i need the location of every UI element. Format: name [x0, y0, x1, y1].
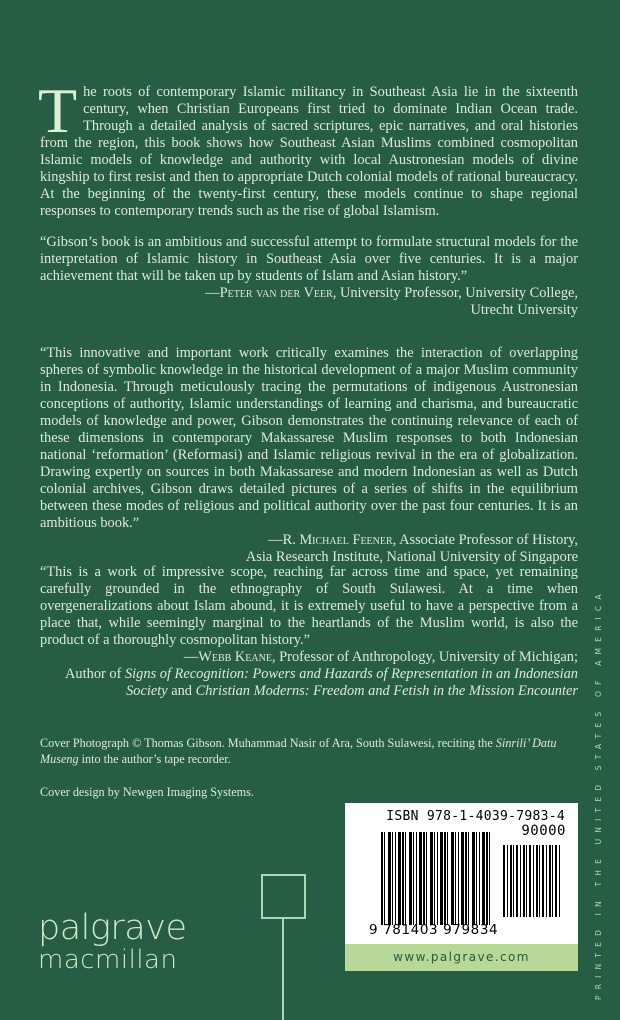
ean-number: 9 781403 979834 — [369, 922, 499, 938]
addon-barcode-icon — [503, 845, 561, 917]
endorsement-quote: “This innovative and important work critically examines the interaction of overlapping spheres of symbolic knowledge in the historical development of a major Muslim community in Indonesia. Through meticulously tracing the permutations of indigenous Austronesian conceptions of authority, Islamic understandings of learning and charisma, and bureaucratic models of knowledge and power, Gibson demonstrates the continuing relevance of each of these dimensions in contemporary Makassarese Muslim responses to both Indonesian national ‘reformation’ (Reformasi) and Islamic religious revival in the era of globalization. Drawing expertly on sources in both Makassarese and modern Indonesian as well as Dutch colonial archives, Gibson draws detailed pictures of a series of shifts in the equilibrium between these modes of religious and political authority over the past four centuries. It is an ambitious book.” — [40, 345, 578, 531]
endorsement-quote: “This is a work of impressive scope, reaching far across time and space, yet remaining carefully grounded in the ethnography of South Sulawesi. At a time when overgeneralizations about Islam abound, it is extremely useful to have a perspective from a place that, while seemingly marginal to the heartlands of the Muslim world, is also the product of a thoroughly cosmopolitan history.” — [40, 564, 578, 648]
photo-credit — [40, 735, 560, 767]
endorser-affiliation: , University Professor, University College, — [332, 285, 578, 301]
author-prefix: Author of — [65, 666, 125, 682]
decorative-square-icon — [261, 874, 306, 919]
book-title-1: Signs of Recognition: Powers and Hazards of Representation in an Indonesian Society — [124, 666, 578, 699]
design-credit: Cover design by Newgen Imaging Systems. — [40, 785, 254, 799]
publisher-url: www.palgrave.com — [345, 944, 578, 971]
book-title-2: Christian Moderns: Freedom and Fetish in the Mission Encounter — [195, 683, 578, 699]
endorser-name: Peter van der Veer — [219, 285, 333, 301]
publisher-logo — [38, 910, 186, 974]
endorsement-attribution — [40, 649, 578, 700]
decorative-line — [282, 918, 284, 1020]
photo-credit-text: Cover Photograph © Thomas Gibson. Muhammad Nasir of Ara, South Sulawesi, reciting the — [40, 736, 496, 750]
photo-title: Sinrili’ Datu Museng — [40, 736, 557, 766]
dash: — — [268, 532, 283, 548]
endorser-affiliation: , Professor of Anthropology, University of Michigan; — [271, 649, 578, 665]
book-blurb — [38, 75, 578, 220]
barcode-panel — [345, 803, 578, 971]
logo-macmillan: macmillan — [38, 945, 178, 975]
endorser-name: R. Michael Feener — [282, 532, 393, 548]
endorser-affiliation-2: Asia Research Institute, National University of Singapore — [245, 549, 578, 565]
dash: — — [183, 649, 199, 665]
conjunction: and — [167, 683, 196, 699]
printed-in-note: PRINTED IN THE UNITED STATES OF AMERICA — [594, 588, 603, 1000]
endorsement-van-der-veer — [40, 234, 578, 319]
endorsement-quote: “Gibson’s book is an ambitious and successful attempt to formulate structural models for the interpretation of Islamic history in Southeast Asia over five centuries. It is a major achievement that will be taken up by students of Islam and Asian history.” — [40, 234, 578, 284]
barcode-icon — [381, 832, 491, 925]
endorsement-keane — [40, 564, 578, 700]
drop-cap: T — [38, 75, 78, 146]
photo-credit-suffix: into the author’s tape recorder. — [78, 752, 231, 766]
endorsement-feener — [40, 345, 578, 566]
endorser-name: Webb Keane — [198, 649, 272, 665]
logo-palgrave: palgrave — [38, 908, 187, 948]
endorsement-attribution — [40, 532, 578, 566]
blurb-text: he roots of contemporary Islamic militancy in Southeast Asia lie in the sixteenth century, when Christian Europeans first tried to dominate Indian Ocean trade. Through a detailed analysis of sacred scriptures, epic narratives, and oral histories from the region, this book shows how Southeast Asian Muslims combined cosmopolitan Islamic models of knowledge and authority with local Austronesian models of divine kingship to first resist and then to appropriate Dutch colonial models of rational bureaucracy. At the beginning of the twenty-first century, these models continue to shape regional responses to contemporary trends such as the rise of global Islamism. — [40, 84, 578, 219]
endorsement-attribution — [40, 285, 578, 319]
endorser-affiliation: , Associate Professor of History, — [392, 532, 578, 548]
isbn-label: ISBN 978-1-4039-7983-4 — [386, 809, 565, 824]
endorser-affiliation-2: Utrecht University — [470, 302, 578, 318]
dash: — — [205, 285, 220, 301]
price-addon-number: 90000 — [521, 823, 566, 839]
